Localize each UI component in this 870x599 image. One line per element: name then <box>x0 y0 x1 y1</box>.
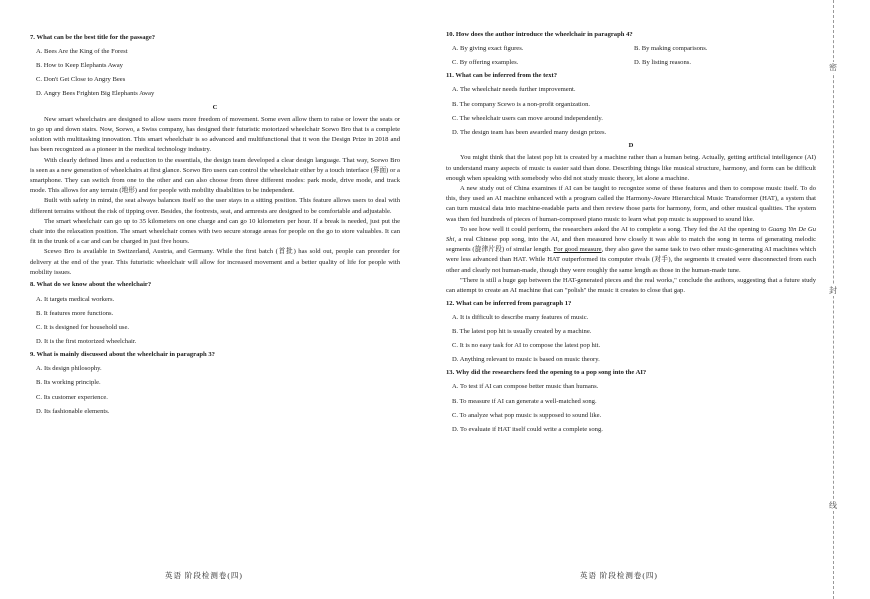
option: B. Its working principle. <box>36 379 101 387</box>
passage-d-paragraph: To see how well it could perform, the researchers asked the AI to complete a song. They fed the AI the opening to Guang Yin De Gu Shi, a real Chinese pop song, into the AI, and then measured how closely it was able to match the song in terms of generating melodic segments (旋律片段) of similar length. For good measure, they also gave the same task to two other music-generating AI machines which were less advanced than HAT. While HAT outperformed its computer rivals (对手), the segments it created were disconnected from each other and clearly not human-made, though they were roughly the same length as those in the human-made tune. <box>446 225 816 274</box>
option: D. Its fashionable elements. <box>36 407 110 415</box>
section-letter-d: D <box>628 142 634 150</box>
passage-d-paragraph: You might think that the latest pop hit is created by a machine rather than a human being. Actually, getting artificial intelligence (AI) to understand many aspects of music is easier said than done. Describing things like musical structure, harmony, and form can be difficult enough when speaking with somebody who did not study music theory, let alone a machine. <box>446 154 816 182</box>
question-7: 7. What can be the best title for the passage? <box>30 33 156 41</box>
option: C. It is designed for household use. <box>36 324 130 332</box>
option: C. Its customer experience. <box>36 393 108 401</box>
option: B. The latest pop hit is usually created by a machine. <box>452 328 592 336</box>
option: D. To evaluate if HAT itself could write a complete song. <box>452 426 603 433</box>
passage-c-paragraph: New smart wheelchairs are designed to allow users more freedom of movement. Some even allow them to raise or lower the seats or to go up and down stairs. Now, Scewo, a Swiss company, has designed their futuristic motorized wheelchair Scewo Bro that is a complete solution with multitasking innovation. This smart wheelchair is so advanced and multifunctional that it won the Design Prize in 2018 and has been recognized as a pioneer in the medical technology industry. <box>30 115 400 154</box>
option: C. Don't Get Close to Angry Bees <box>36 76 126 84</box>
option: C. To analyze what pop music is supposed to sound like. <box>452 411 602 419</box>
option: A. Bees Are the King of the Forest <box>36 47 128 55</box>
binding-mark: 密 <box>829 63 837 72</box>
option: B. The company Scewo is a non-profit organization. <box>452 100 591 108</box>
question-11: 11. What can be inferred from the text? <box>446 72 557 80</box>
binding-mark: 封 <box>829 286 837 295</box>
option: A. It targets medical workers. <box>36 295 115 303</box>
option: D. The design team has been awarded many design prizes. <box>452 128 607 136</box>
option: A. It is difficult to describe many features of music. <box>452 313 589 321</box>
question-12: 12. What can be inferred from paragraph 1? <box>446 299 572 307</box>
option: C. The wheelchair users can move around independently. <box>452 114 603 122</box>
option: A. By giving exact figures. <box>452 45 524 53</box>
passage-c-paragraph: The smart wheelchair can go up to 35 kilometers on one charge and can go 10 kilometers per hour. If a break is needed, just put the chair into the relaxation position. The smart wheelchair comes with two secure storage areas for people on the go to store valuables. It can fit in the trunk of a car and can be charged in just five hours. <box>30 217 400 246</box>
question-9: 9. What is mainly discussed about the wheelchair in paragraph 3? <box>30 350 215 358</box>
option: C. By offering examples. <box>452 59 519 67</box>
passage-d-paragraph: "There is still a huge gap between the HAT-generated pieces and the real works," conclude the authors, suggesting that a future study can attempt to create an AI machine that can "polish" the music it creates to close that gap. <box>446 276 816 294</box>
option: B. To measure if AI can generate a well-matched song. <box>452 397 597 405</box>
binding-mark: 线 <box>829 501 837 510</box>
option: B. By making comparisons. <box>634 45 708 53</box>
left-column <box>30 30 400 417</box>
right-column <box>446 30 816 435</box>
question-10: 10. How does the author introduce the wheelchair in paragraph 4? <box>446 31 633 38</box>
option: B. How to Keep Elephants Away <box>36 61 123 69</box>
section-letter-c: C <box>212 103 218 111</box>
option-row <box>446 58 816 68</box>
question-13: 13. Why did the researchers feed the opening to a pop song into the AI? <box>446 369 647 377</box>
song-title: Guang Yin De Gu Shi <box>446 225 816 243</box>
option: B. It features more functions. <box>36 309 114 317</box>
passage-d-paragraph: A new study out of China examines if AI can be taught to recognize some of these features and then to compose music itself. To do this, they used an AI machine enhanced with a program called the Harmony-Aware Hierarchical Music Transformer (HAT), a system that can turn musical data into machine-readable parts and then review those parts for harmony, form, and other musical qualities. The system was then fed hundreds of pieces of human-composed piano music to learn what pop music is supposed to sound like. <box>446 184 816 223</box>
option: A. To test if AI can compose better music than humans. <box>452 383 599 391</box>
page-footer-right: 英语 阶段检测卷(四) <box>580 571 658 580</box>
option: A. The wheelchair needs further improvement. <box>452 86 576 94</box>
passage-c-paragraph: Scewo Bro is available in Switzerland, Austria, and Germany. While the first batch (首批) has sold out, people can preorder for delivery at the end of the year. This futuristic wheelchair will allow for increased movement and a better quality of life for people with mobility issues. <box>30 248 400 276</box>
page-footer-left: 英语 阶段检测卷(四) <box>165 571 243 580</box>
option: D. Anything relevant to music is based on music theory. <box>452 356 600 364</box>
passage-c-paragraph: With clearly defined lines and a reduction to the essentials, the design team developed a clear design language. That way, Scewo Bro is seen as a new generation of wheelchairs at first glance. Scewo Bro users can control the wheelchair either by a touch interface (界面) or a smartphone. They can switch from one to the other and can also choose from three different modes: park mode, drive mode, and track mode. This allows for any terrain (地形) and for people with mobility disabilities to be independent. <box>30 156 400 195</box>
passage-c-paragraph: Built with safety in mind, the seat always balances itself so the user stays in a sitting position. This feature allows users to deal with different terrains without the risk of tipping over. Besides, the footrests, seat, and armrests are designed to be comfortable and adjustable. <box>30 197 400 215</box>
option: D. It is the first motorized wheelchair. <box>36 338 137 346</box>
option: D. Angry Bees Frighten Big Elephants Away <box>36 90 155 98</box>
underlined-phrase: For good measure <box>553 246 602 254</box>
option: C. It is no easy task for AI to compose the latest pop hit. <box>452 342 601 350</box>
option: D. By listing reasons. <box>634 59 691 67</box>
option: A. Its design philosophy. <box>36 365 102 373</box>
option-row <box>446 44 816 54</box>
question-8: 8. What do we know about the wheelchair? <box>30 281 152 289</box>
